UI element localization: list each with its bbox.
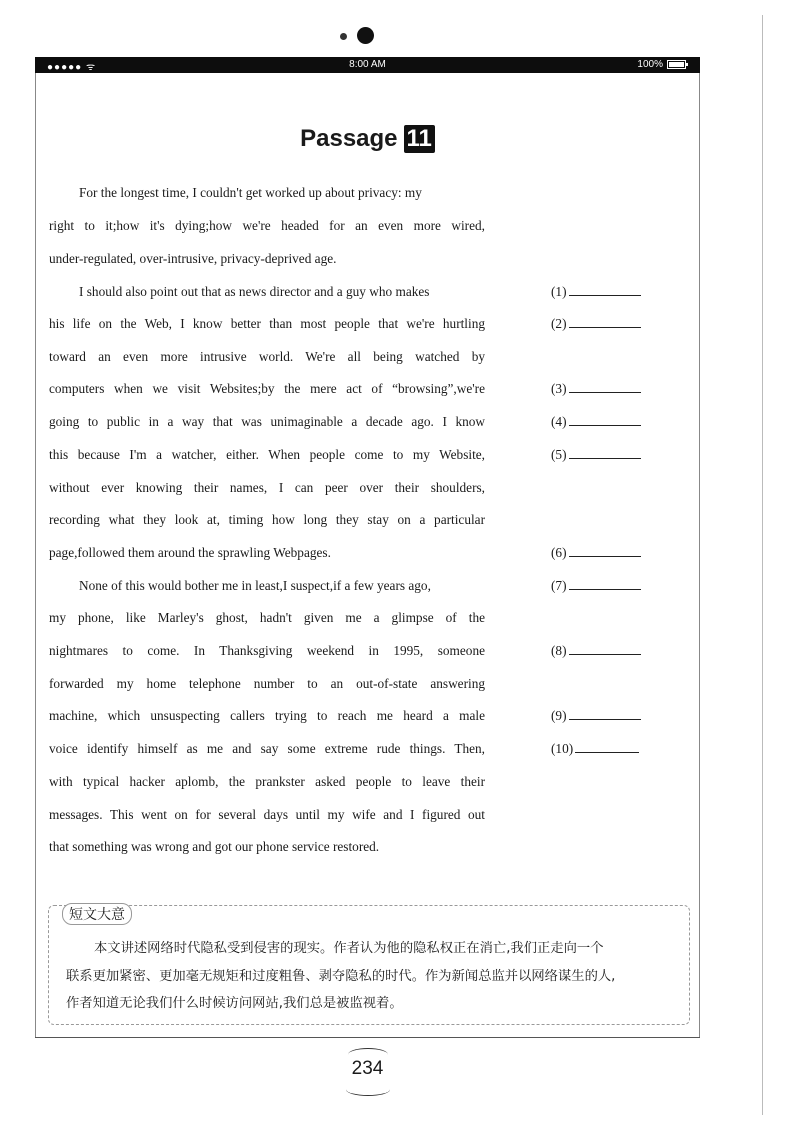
- page-number-ornament: [346, 1083, 390, 1096]
- passage-line: this because I'm a watcher, either. When people come to my Website,: [49, 447, 485, 462]
- passage-line: I should also point out that as news director and a guy who makes: [79, 284, 430, 299]
- passage-line: recording what they look at, timing how long they stay on a particular: [49, 512, 485, 527]
- passage-line: computers when we visit Websites;by the mere act of “browsing”,we're: [49, 381, 485, 396]
- passage-line: voice identify himself as me and say some extreme rude things. Then,: [49, 741, 485, 756]
- passage-line: that something was wrong and got our phone service restored.: [49, 839, 380, 854]
- page-frame-left: [35, 73, 36, 1038]
- passage-line: toward an even more intrusive world. We're all being watched by: [49, 349, 485, 364]
- page-number: 234: [351, 1058, 384, 1079]
- page-edge-line: [762, 15, 763, 1115]
- answer-blank-8[interactable]: (8): [551, 642, 641, 659]
- passage-line: nightmares to come. In Thanksgiving weekend in 1995, someone: [49, 643, 485, 658]
- passage-line: page,followed them around the sprawling Webpages.: [49, 545, 331, 560]
- answer-blank-2[interactable]: (2): [551, 315, 641, 332]
- camera-indicator: [338, 27, 382, 45]
- status-bar: [35, 57, 700, 73]
- summary-line: 作者知道无论我们什么时候访问网站,我们总是被监视着。: [66, 996, 403, 1011]
- passage-line: forwarded my home telephone number to an out-of-state answering: [49, 676, 485, 691]
- answer-blank-7[interactable]: (7): [551, 577, 641, 594]
- passage-line: under-regulated, over-intrusive, privacy-deprived age.: [49, 251, 337, 266]
- answer-blank-5[interactable]: (5): [551, 446, 641, 463]
- passage-line: messages. This went on for several days until my wife and I figured out: [49, 807, 485, 822]
- passage-line: For the longest time, I couldn't get worked up about privacy: my: [79, 185, 422, 200]
- status-time: 8:00 AM: [349, 59, 386, 70]
- page-frame-right: [699, 73, 700, 1038]
- answer-blank-4[interactable]: (4): [551, 413, 641, 430]
- camera-dot: [357, 27, 374, 44]
- battery-percent: 100%: [637, 59, 663, 70]
- passage-line: machine, which unsuspecting callers trying to reach me heard a male: [49, 708, 485, 723]
- signal-indicator: ●●●●● ᯤ: [47, 62, 97, 73]
- passage-line: without ever knowing their names, I can peer over their shoulders,: [49, 480, 485, 495]
- battery-icon: [667, 60, 686, 69]
- passage-line: right to it;how it's dying;how we're headed for an even more wired,: [49, 218, 485, 233]
- sensor-dot: [340, 33, 347, 40]
- summary-line: 本文讲述网络时代隐私受到侵害的现实。作者认为他的隐私权正在消亡,我们正走向一个: [94, 941, 604, 956]
- passage-number-badge: 11: [404, 125, 435, 153]
- battery-status: [637, 59, 686, 70]
- answer-blank-9[interactable]: (9): [551, 707, 641, 724]
- answer-blank-10[interactable]: (10): [551, 740, 639, 757]
- page-frame-bottom: [35, 1037, 700, 1038]
- passage-title: [0, 125, 735, 153]
- passage-line: None of this would bother me in least,I suspect,if a few years ago,: [79, 578, 431, 593]
- passage-line: going to public in a way that was unimaginable a decade ago. I know: [49, 414, 485, 429]
- summary-label: 短文大意: [62, 903, 132, 925]
- passage-line: his life on the Web, I know better than most people that we're hurtling: [49, 316, 485, 331]
- passage-line: my phone, like Marley's ghost, hadn't given me a glimpse of the: [49, 610, 485, 625]
- summary-line: 联系更加紧密、更加毫无规矩和过度粗鲁、剥夺隐私的时代。作为新闻总监并以网络谋生的人,: [66, 969, 616, 984]
- answer-blank-6[interactable]: (6): [551, 544, 641, 561]
- answer-blank-3[interactable]: (3): [551, 380, 641, 397]
- passage-title-text: Passage: [300, 125, 398, 152]
- passage-line: with typical hacker aplomb, the prankster asked people to leave their: [49, 774, 485, 789]
- answer-blank-1[interactable]: (1): [551, 283, 641, 300]
